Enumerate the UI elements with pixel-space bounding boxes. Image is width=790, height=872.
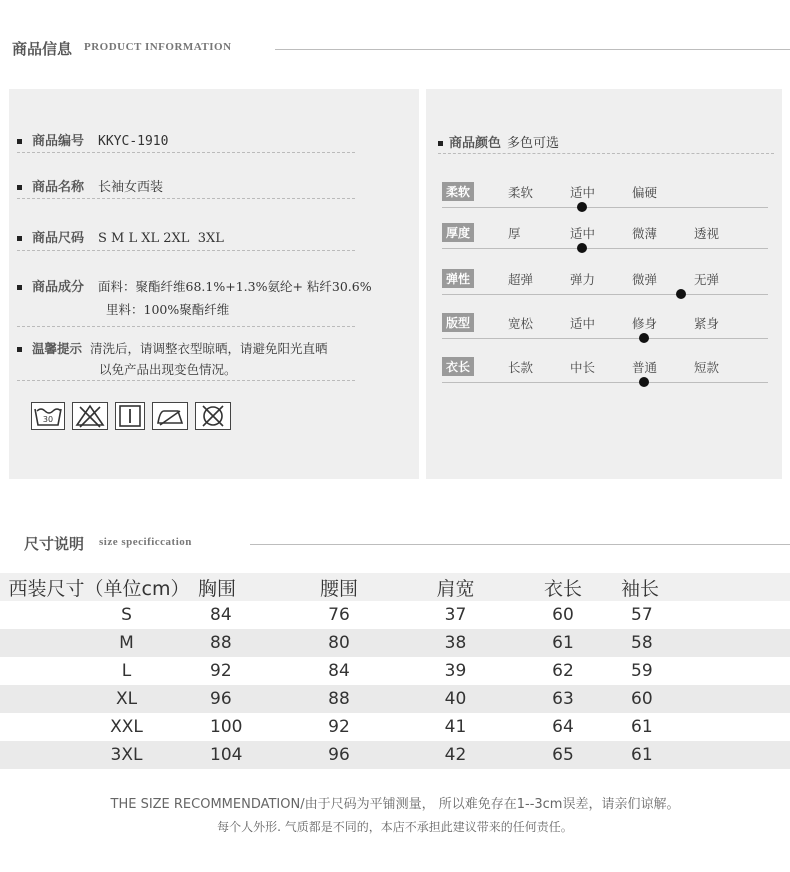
cell-waist: 84 <box>280 657 398 685</box>
cell-sleeve: 61 <box>613 713 731 741</box>
header-chest: 胸围 <box>198 573 280 601</box>
table-row <box>0 629 790 657</box>
table-header-row <box>0 573 790 601</box>
cell-length: 62 <box>513 657 613 685</box>
attribute-option: 透视 <box>694 226 720 241</box>
table-row <box>0 685 790 713</box>
size-table-body <box>0 601 790 769</box>
attribute-track <box>442 294 768 295</box>
cell-size: 3XL <box>0 741 198 769</box>
info-composition-row <box>17 276 372 295</box>
cell-waist: 88 <box>280 685 398 713</box>
cell-length: 61 <box>513 629 613 657</box>
table-row <box>0 657 790 685</box>
bullet-icon <box>17 139 22 144</box>
attribute-marker <box>639 377 649 387</box>
dash-divider <box>17 380 355 381</box>
dash-divider <box>17 198 355 199</box>
cell-waist: 96 <box>280 741 398 769</box>
cell-chest: 100 <box>198 713 280 741</box>
attribute-option: 超弹 <box>508 272 534 287</box>
size-section-title: 尺寸说明 <box>24 535 85 553</box>
attribute-marker <box>577 202 587 212</box>
no-dryclean-icon <box>195 402 231 430</box>
size-table <box>0 573 790 769</box>
dash-divider <box>438 153 774 154</box>
size-note-line1: THE SIZE RECOMMENDATION/由于尺码为平铺测量， 所以难免存在1--3cm误差，请亲们谅解。 <box>110 797 680 812</box>
attribute-option: 适中 <box>570 185 596 200</box>
wash-temp: 30 <box>42 415 54 424</box>
tip-line2: 以免产品出现变色情况。 <box>99 362 237 377</box>
tip-label: 温馨提示 <box>32 341 83 356</box>
dash-divider <box>17 326 355 327</box>
info-tip-row <box>17 339 328 357</box>
cell-shoulder: 40 <box>398 685 513 713</box>
attribute-option: 宽松 <box>508 316 534 331</box>
tip-line1: 清洗后，请调整衣型晾晒，请避免阳光直晒 <box>90 341 328 356</box>
info-name-row <box>17 176 163 195</box>
cell-chest: 96 <box>198 685 280 713</box>
attribute-label: 弹性 <box>442 269 474 288</box>
cell-length: 63 <box>513 685 613 713</box>
attribute-marker <box>639 333 649 343</box>
attribute-label: 衣长 <box>442 357 474 376</box>
cell-shoulder: 37 <box>398 601 513 629</box>
cell-sleeve: 60 <box>613 685 731 713</box>
cell-sleeve: 59 <box>613 657 731 685</box>
table-row <box>0 713 790 741</box>
cell-shoulder: 38 <box>398 629 513 657</box>
attribute-option: 长款 <box>508 360 534 375</box>
attribute-option: 无弹 <box>694 272 720 287</box>
colors-label: 商品颜色 <box>449 136 502 151</box>
attribute-option: 微薄 <box>632 226 658 241</box>
comp-line1: 面料：聚酯纤维68.1%+1.3%氨纶+ 粘纤30.6% <box>98 279 372 294</box>
cell-shoulder: 42 <box>398 741 513 769</box>
comp-line2: 里料：100%聚酯纤维 <box>106 302 230 317</box>
cell-sleeve: 58 <box>613 629 731 657</box>
size-header-divider <box>250 544 790 545</box>
header-sleeve: 袖长 <box>613 573 731 601</box>
attribute-option: 修身 <box>632 316 658 331</box>
attribute-option: 普通 <box>632 360 658 375</box>
header-divider <box>275 49 790 50</box>
bullet-icon <box>438 141 443 146</box>
cell-size: M <box>0 629 198 657</box>
info-code-row <box>17 130 168 149</box>
no-bleach-icon <box>72 402 108 430</box>
cell-length: 65 <box>513 741 613 769</box>
size-label: 商品尺码 <box>32 231 85 246</box>
cell-sleeve: 61 <box>613 741 731 769</box>
attribute-track <box>442 338 768 339</box>
attribute-option: 紧身 <box>694 316 720 331</box>
attribute-marker <box>577 243 587 253</box>
name-label: 商品名称 <box>32 180 85 195</box>
code-value: KKYC-1910 <box>98 134 169 149</box>
attribute-option: 厚 <box>508 226 521 241</box>
cell-chest: 92 <box>198 657 280 685</box>
table-row <box>0 601 790 629</box>
attribute-track <box>442 248 768 249</box>
attribute-option: 适中 <box>570 316 596 331</box>
code-label: 商品编号 <box>32 134 85 149</box>
cell-chest: 84 <box>198 601 280 629</box>
cell-size: L <box>0 657 198 685</box>
cell-chest: 104 <box>198 741 280 769</box>
header-size: 西装尺寸（单位cm） <box>0 573 198 601</box>
attribute-option: 微弹 <box>632 272 658 287</box>
cell-sleeve: 57 <box>613 601 731 629</box>
bullet-icon <box>17 285 22 290</box>
cell-waist: 80 <box>280 629 398 657</box>
cell-waist: 76 <box>280 601 398 629</box>
name-value: 长袖女西装 <box>98 180 164 195</box>
cell-size: XXL <box>0 713 198 741</box>
attribute-label: 厚度 <box>442 223 474 242</box>
tumble-hang-icon <box>115 402 145 430</box>
size-note-line2: 每个人外形. 气质都是不同的，本店不承担此建议带来的任何责任。 <box>217 820 573 834</box>
header-length: 衣长 <box>513 573 613 601</box>
colors-row <box>438 132 559 151</box>
care-icons <box>31 402 231 430</box>
cell-size: XL <box>0 685 198 713</box>
colors-value: 多色可选 <box>507 136 560 151</box>
bullet-icon <box>17 236 22 241</box>
attribute-option: 适中 <box>570 226 596 241</box>
attribute-option: 柔软 <box>508 185 534 200</box>
cell-shoulder: 39 <box>398 657 513 685</box>
bullet-icon <box>17 185 22 190</box>
attribute-option: 中长 <box>570 360 596 375</box>
product-info-subtitle: PRODUCT INFORMATION <box>84 41 232 53</box>
attribute-track <box>442 382 768 383</box>
iron-icon <box>152 402 188 430</box>
attribute-option: 短款 <box>694 360 720 375</box>
cell-size: S <box>0 601 198 629</box>
attribute-track <box>442 207 768 208</box>
bullet-icon <box>17 347 22 352</box>
cell-shoulder: 41 <box>398 713 513 741</box>
info-size-row <box>17 227 224 246</box>
dash-divider <box>17 152 355 153</box>
cell-waist: 92 <box>280 713 398 741</box>
cell-length: 64 <box>513 713 613 741</box>
attribute-option: 弹力 <box>570 272 596 287</box>
attribute-option: 偏硬 <box>632 185 658 200</box>
cell-chest: 88 <box>198 629 280 657</box>
attribute-label: 柔软 <box>442 182 474 201</box>
cell-length: 60 <box>513 601 613 629</box>
dash-divider <box>17 250 355 251</box>
product-info-title: 商品信息 <box>12 40 73 58</box>
wash-30-icon <box>31 402 65 430</box>
header-waist: 腰围 <box>280 573 398 601</box>
table-row <box>0 741 790 769</box>
comp-label: 商品成分 <box>32 280 85 295</box>
size-section-subtitle: size specificcation <box>99 536 192 548</box>
attribute-label: 版型 <box>442 313 474 332</box>
size-value: S M L XL 2XL 3XL <box>98 231 224 246</box>
header-shoulder: 肩宽 <box>398 573 513 601</box>
